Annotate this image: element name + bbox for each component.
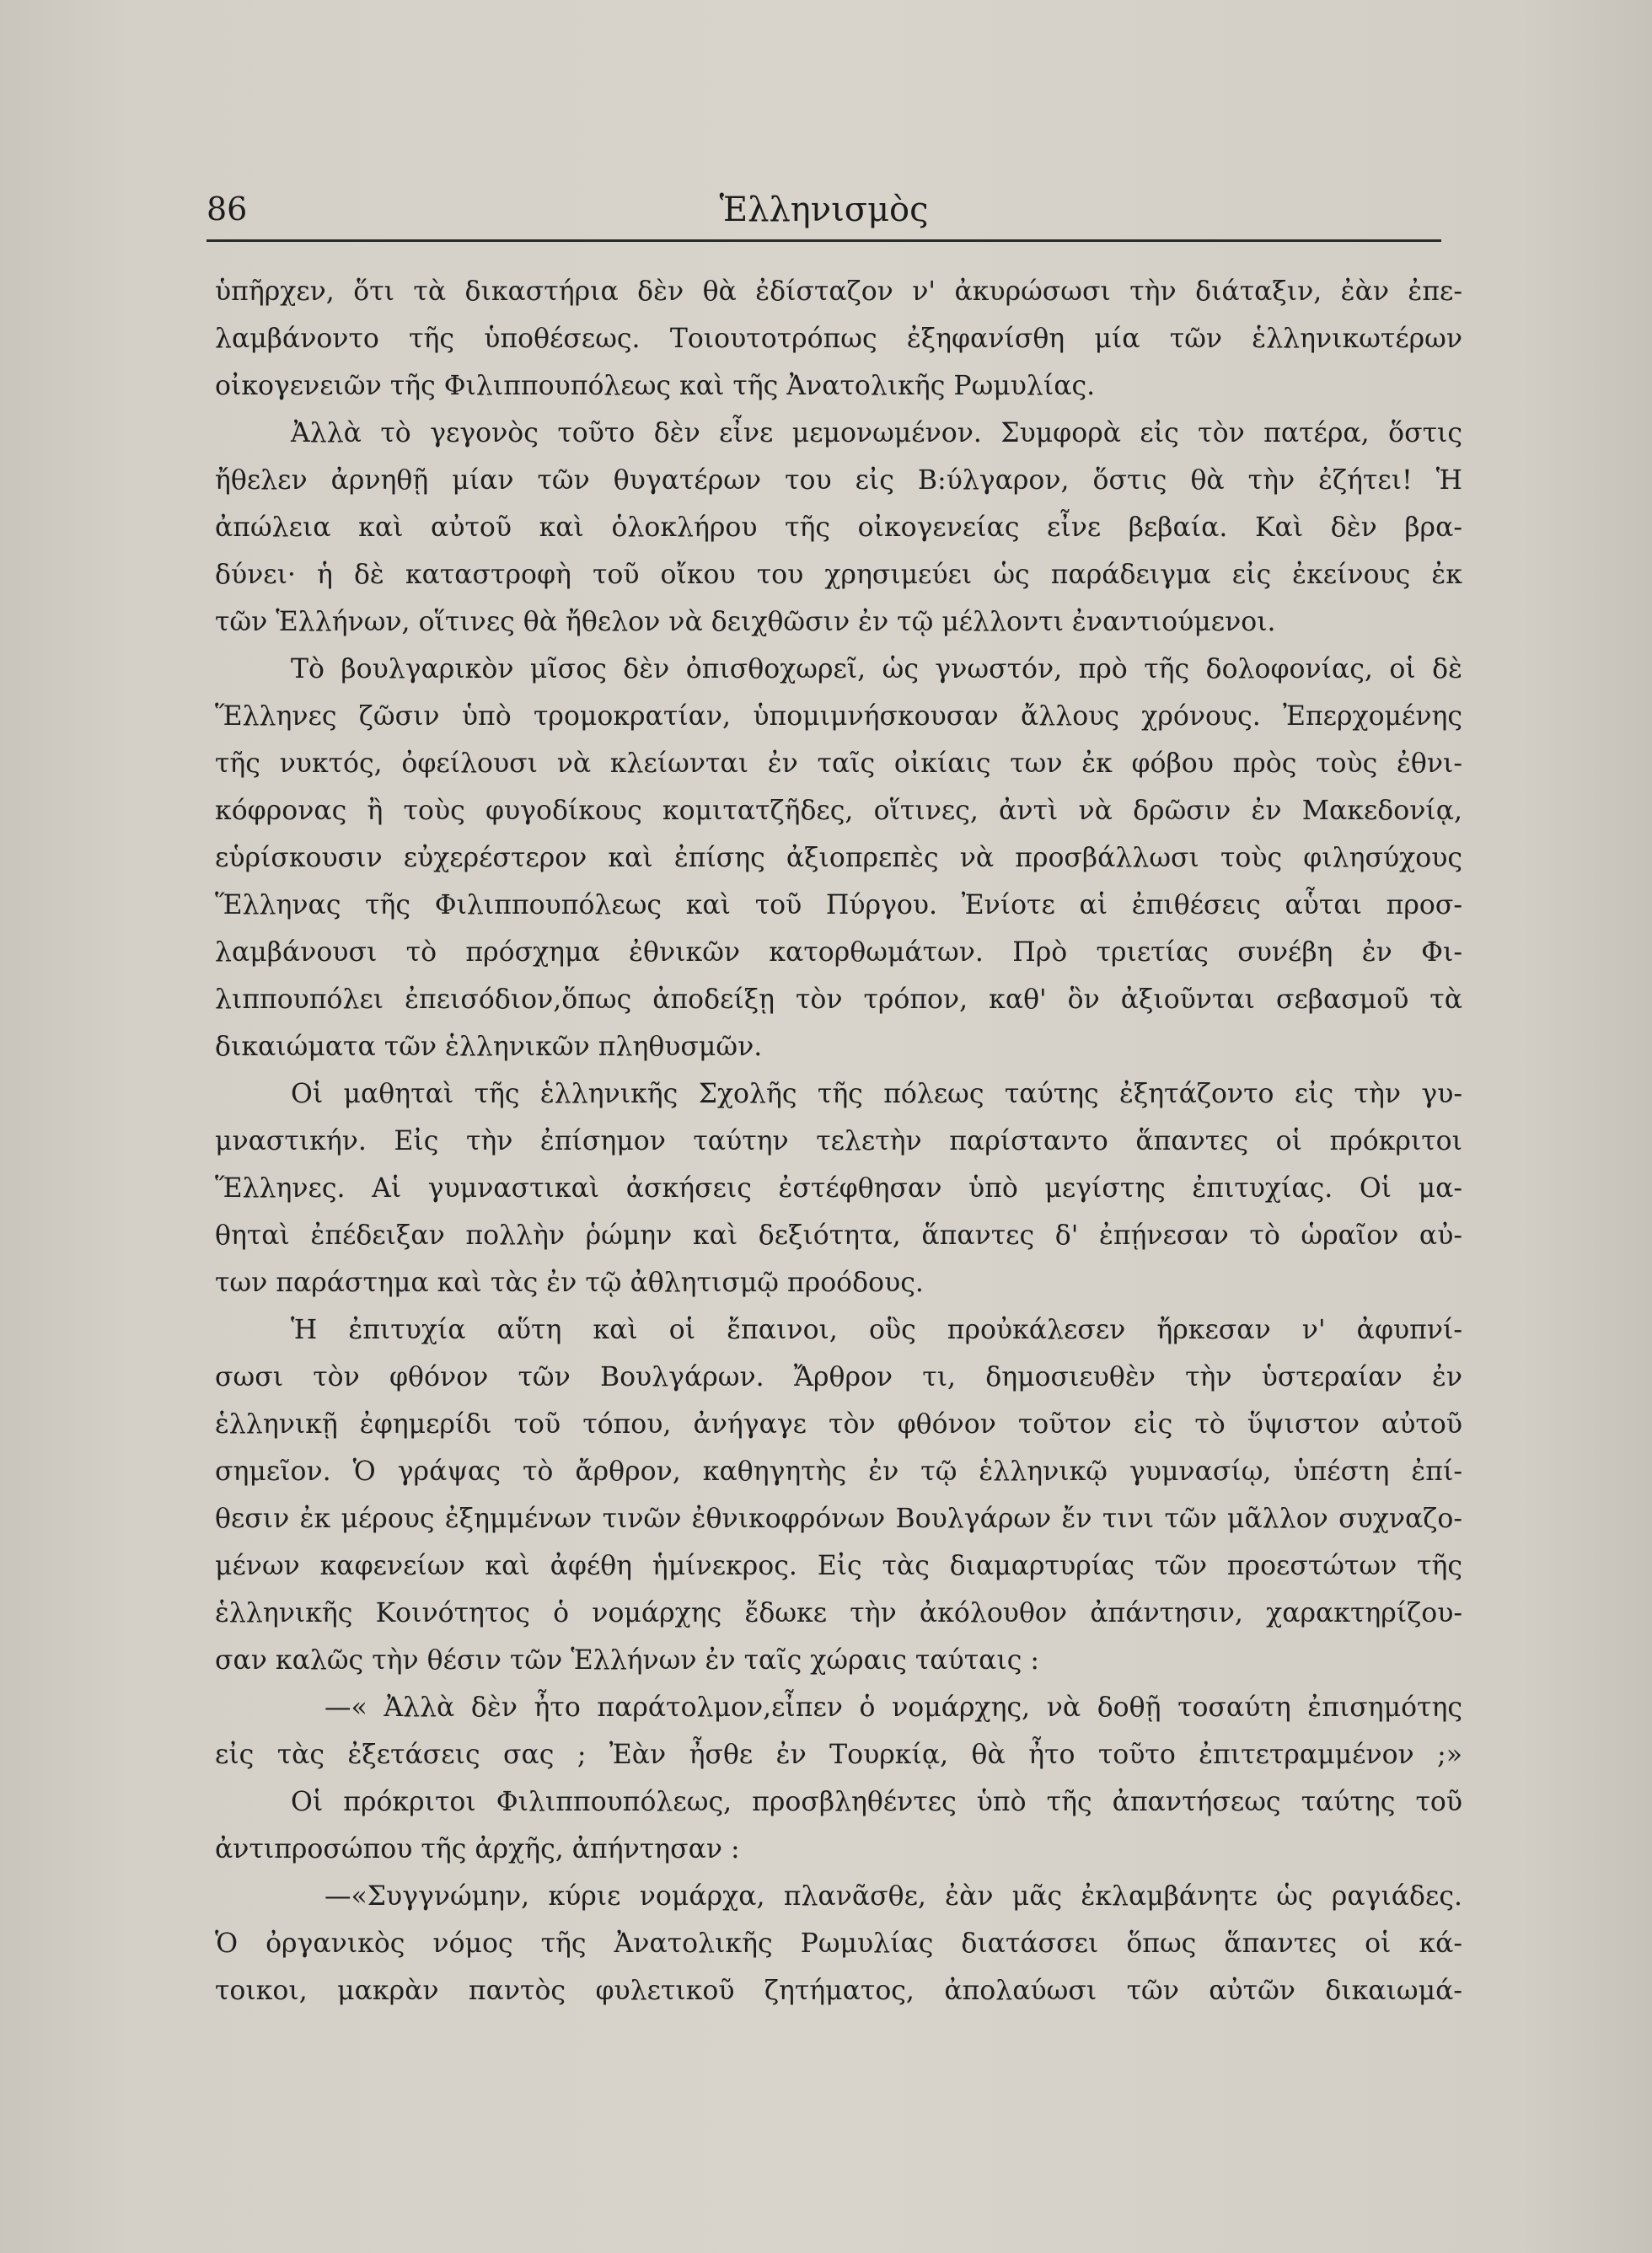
text-line: εἰς τὰς ἐξετάσεις σας ; Ἐὰν ἦσθε ἐν Τουρκίᾳ, θὰ ἦτο τοῦτο ἐπιτετραμμένον ;» [215, 1740, 1462, 1770]
text-line: μναστικήν. Εἰς τὴν ἐπίσημον ταύτην τελετὴν παρίσταντο ἅπαντες οἱ πρόκριτοι [215, 1126, 1462, 1156]
text-line: Ἀλλὰ τὸ γεγονὸς τοῦτο δὲν εἶνε μεμονωμένον. Συμφορὰ εἰς τὸν πατέρα, ὅστις [291, 418, 1462, 448]
text-line: σαν καλῶς τὴν θέσιν τῶν Ἑλλήνων ἐν ταῖς χώραις ταύταις : [215, 1645, 1040, 1676]
text-line: μένων καφενείων καὶ ἀφέθη ἡμίνεκρος. Εἰς τὰς διαμαρτυρίας τῶν προεστώτων τῆς [215, 1551, 1462, 1581]
text-line: ἑλληνικῇ ἐφημερίδι τοῦ τόπου, ἀνήγαγε τὸν φθόνον τοῦτον εἰς τὸ ὕψιστον αὐτοῦ [215, 1409, 1462, 1440]
text-line: Ἕλληνες. Αἱ γυμναστικαὶ ἀσκήσεις ἐστέφθησαν ὑπὸ μεγίστης ἐπιτυχίας. Οἱ μα- [215, 1173, 1462, 1204]
text-line: θεσιν ἐκ μέρους ἐξημμένων τινῶν ἐθνικοφρόνων Βουλγάρων ἔν τινι τῶν μᾶλλον συχναζο- [215, 1504, 1462, 1534]
text-line: ἀντιπροσώπου τῆς ἀρχῆς, ἀπήντησαν : [215, 1834, 740, 1864]
text-line: ἤθελεν ἀρνηθῇ μίαν τῶν θυγατέρων του εἰς Β:ύλγαρον, ὅστις θὰ τὴν ἐζήτει! Ἡ [215, 465, 1462, 496]
text-line: ὑπῆρχεν, ὅτι τὰ δικαστήρια δὲν θὰ ἐδίσταζον ν' ἀκυρώσωσι τὴν διάταξιν, ἐὰν ἐπε- [215, 276, 1462, 307]
text-line: σωσι τὸν φθόνον τῶν Βουλγάρων. Ἄρθρον τι, δημοσιευθὲν τὴν ὑστεραίαν ἐν [215, 1362, 1462, 1392]
text-line: Οἱ πρόκριτοι Φιλιππουπόλεως, προσβληθέντες ὑπὸ τῆς ἀπαντήσεως ταύτης τοῦ [291, 1787, 1462, 1817]
text-line: λαμβάνοντο τῆς ὑποθέσεως. Τοιουτοτρόπως ἐξηφανίσθη μία τῶν ἑλληνικωτέρων [215, 324, 1462, 354]
text-line: τοικοι, μακρὰν παντὸς φυλετικοῦ ζητήματος, ἀπολαύωσι τῶν αὐτῶν δικαιωμά- [215, 1976, 1462, 2006]
text-line: οἰκογενειῶν τῆς Φιλιππουπόλεως καὶ τῆς Ἀνατολικῆς Ρωμυλίας. [215, 371, 1096, 401]
text-line: λαμβάνουσι τὸ πρόσχημα ἐθνικῶν κατορθωμάτων. Πρὸ τριετίας συνέβη ἐν Φι- [215, 937, 1462, 968]
text-line: Ἡ ἐπιτυχία αὕτη καὶ οἱ ἔπαινοι, οὓς προὐκάλεσεν ἤρκεσαν ν' ἀφυπνί- [291, 1315, 1462, 1345]
text-line: σημεῖον. Ὁ γράψας τὸ ἄρθρον, καθηγητὴς ἐν τῷ ἑλληνικῷ γυμνασίῳ, ὑπέστη ἐπί- [215, 1456, 1462, 1487]
text-line: Ὁ ὀργανικὸς νόμος τῆς Ἀνατολικῆς Ρωμυλίας διατάσσει ὅπως ἅπαντες οἱ κά- [215, 1928, 1462, 1959]
text-line: ἑλληνικῆς Κοινότητος ὁ νομάρχης ἔδωκε τὴν ἀκόλουθον ἀπάντησιν, χαρακτηρίζου- [215, 1598, 1462, 1628]
page-header [206, 187, 1441, 242]
text-line: θηταὶ ἐπέδειξαν πολλὴν ῥώμην καὶ δεξιότητα, ἅπαντες δ' ἐπῄνεσαν τὸ ὡραῖον αὐ- [215, 1220, 1462, 1251]
text-line: —«Συγγνώμην, κύριε νομάρχα, πλανᾶσθε, ἐὰν μᾶς ἐκλαμβάνητε ὡς ραγιάδες. [324, 1881, 1462, 1912]
text-line: ἀπώλεια καὶ αὐτοῦ καὶ ὁλοκλήρου τῆς οἰκογενείας εἶνε βεβαία. Καὶ δὲν βρα- [215, 512, 1462, 543]
text-line: Οἱ μαθηταὶ τῆς ἑλληνικῆς Σχολῆς τῆς πόλεως ταύτης ἐξητάζοντο εἰς τὴν γυ- [291, 1079, 1462, 1109]
text-line: Τὸ βουλγαρικὸν μῖσος δὲν ὀπισθοχωρεῖ, ὡς γνωστόν, πρὸ τῆς δολοφονίας, οἱ δὲ [291, 654, 1462, 684]
text-line: δύνει· ἡ δὲ καταστροφὴ τοῦ οἴκου του χρησιμεύει ὡς παράδειγμα εἰς ἐκείνους ἐκ [215, 560, 1462, 590]
text-line: κόφρονας ἢ τοὺς φυγοδίκους κομιτατζῆδες, οἵτινες, ἀντὶ νὰ δρῶσιν ἐν Μακεδονίᾳ, [215, 796, 1462, 826]
text-line: των παράστημα καὶ τὰς ἐν τῷ ἀθλητισμῷ προόδους. [215, 1268, 924, 1298]
body-text [215, 268, 1462, 2014]
text-line: λιππουπόλει ἐπεισόδιον,ὅπως ἀποδείξῃ τὸν τρόπον, καθ' ὃν ἀξιοῦνται σεβασμοῦ τὰ [215, 984, 1462, 1015]
running-title: Ἑλληνισμὸς [719, 190, 929, 229]
page-number: 86 [206, 190, 248, 228]
text-line: δικαιώματα τῶν ἑλληνικῶν πληθυσμῶν. [215, 1032, 763, 1062]
text-line: εὑρίσκουσιν εὐχερέστερον καὶ ἐπίσης ἀξιοπρεπὲς νὰ προσβάλλωσι τοὺς φιλησύχους [215, 843, 1462, 873]
text-line: Ἕλληνας τῆς Φιλιππουπόλεως καὶ τοῦ Πύργου. Ἐνίοτε αἱ ἐπιθέσεις αὗται προσ- [215, 890, 1462, 920]
text-line: —« Ἀλλὰ δὲν ἦτο παράτολμον,εἶπεν ὁ νομάρχης, νὰ δοθῇ τοσαύτη ἐπισημότης [324, 1692, 1462, 1723]
text-line: τῶν Ἑλλήνων, οἵτινες θὰ ἤθελον νὰ δειχθῶσιν ἐν τῷ μέλλοντι ἐναντιούμενοι. [215, 607, 1276, 637]
text-line: τῆς νυκτός, ὀφείλουσι νὰ κλείωνται ἐν ταῖς οἰκίαις των ἐκ φόβου πρὸς τοὺς ἐθνι- [215, 748, 1462, 779]
text-line: Ἕλληνες ζῶσιν ὑπὸ τρομοκρατίαν, ὑπομιμνήσκουσαν ἄλλους χρόνους. Ἐπερχομένης [215, 701, 1462, 732]
